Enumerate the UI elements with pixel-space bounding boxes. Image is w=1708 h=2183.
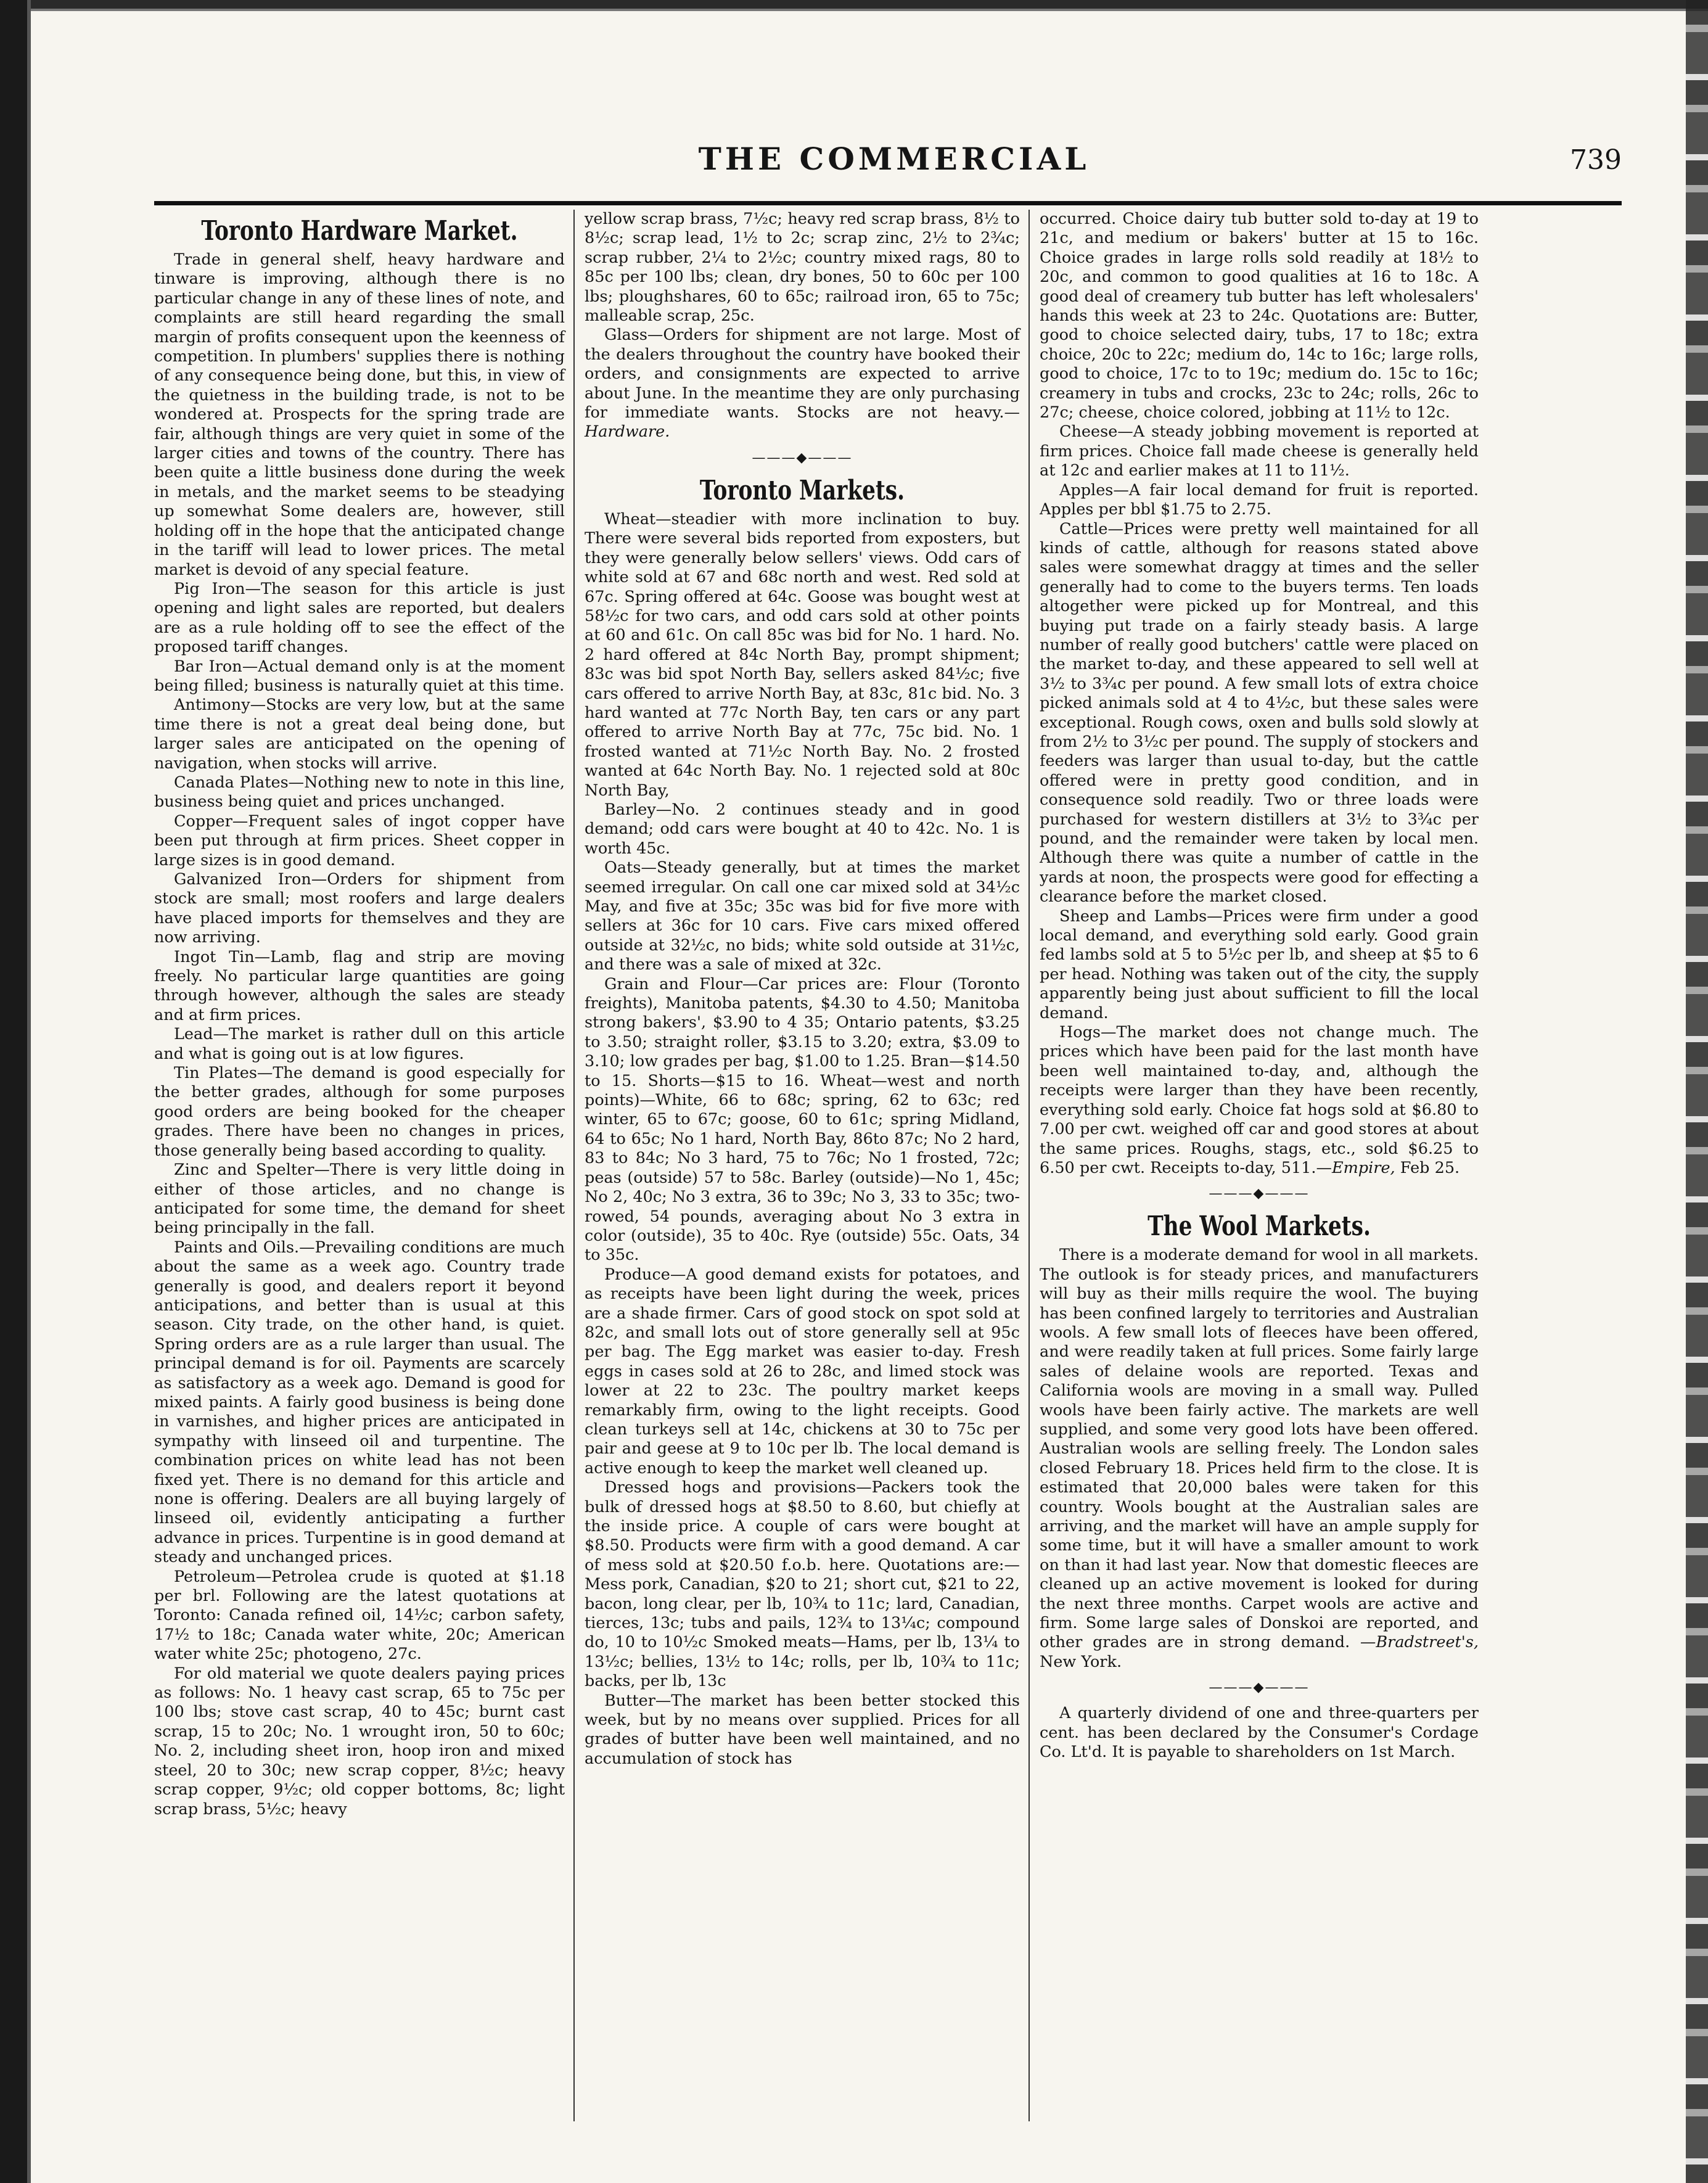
bar-iron: Bar Iron—Actual demand only is at the moment being filled; business is naturally quiet at this time. bbox=[154, 657, 565, 695]
produce: Produce—A good demand exists for potatoes, and as receipts have been light during the week, prices are a shade firmer. Cars of good stock on spot sold at 82c, and small lots out of store generally sell at 95c per bag. The Egg market was easier to-day. Fresh eggs in cases sold at 26 to 28c, and limed stock was lower at 22 to 23c. The poultry market keeps remarkably firm, owing to the light receipts. Good clean turkeys sell at 14c, chickens at 30 to 75c per pair and geese at 9 to 10c per lb. The local demand is active enough to keep the market well cleaned up. bbox=[585, 1265, 1020, 1478]
hogs-text: Hogs—The market does not change much. The prices which have been paid for the last month have been well maintained to-day, and, although the receipts were larger than they have been recently, everything sold early. Choice fat hogs sold at $6.80 to 7.00 per cwt. weighed off car and good stores at about the same prices. Roughs, stags, etc., sold $6.25 to 6.50 per cwt. Receipts to-day, 511.— bbox=[1040, 1023, 1479, 1177]
butter: Butter—The market has been better stocked this week, but by no means over supplied. Prices for all grades of butter have been well maintained, and no accumulation of stock has bbox=[585, 1691, 1020, 1768]
barley: Barley—No. 2 continues steady and in good demand; odd cars were bought at 40 to 42c. No. 1 is worth 45c. bbox=[585, 800, 1020, 858]
lead: Lead—The market is rather dull on this article and what is going out is at low figures. bbox=[154, 1025, 565, 1063]
wool-place: New York. bbox=[1040, 1652, 1122, 1671]
oats: Oats—Steady generally, but at times the market seemed irregular. On call one car mixed sold at 34½c May, and five at 35c; 35c was bid for five more with sellers at 36c for 10 cars. Five cars mixed offered outside at 32½c, no bids; white sold outside at 31½c, and there was a sale of mixed at 32c. bbox=[585, 858, 1020, 974]
wheat: Wheat—steadier with more inclination to buy. There were several bids reported from exposters, but they were generally below sellers' views. Odd cars of white sold at 67 and 68c north and west. Red sold at 67c. Spring offered at 64c. Goose was bought west at 58½c for two cars, and odd cars sold at other points at 60 and 61c. On call 85c was bid for No. 1 hard. No. 2 hard offered at 84c North Bay, prompt shipment; 83c was bid spot North Bay, sellers asked 84½c; five cars offered to arrive North Bay, at 83c, 81c bid. No. 3 hard wanted at 77c North Bay, ten cars or any part offered to arrive North Bay at 77c, 75c bid. No. 1 frosted wanted at 71½c North Bay. No. 2 frosted wanted at 64c North Bay. No. 1 rejected sold at 80c North Bay, bbox=[585, 509, 1020, 800]
glass-text: Glass—Orders for shipment are not large. Most of the dealers throughout the country have booked their orders, and consignments are expected to arrive about June. In the meantime they are only purchasing for immediate wants. Stocks are not heavy.— bbox=[585, 326, 1020, 422]
column-rule-2 bbox=[1028, 210, 1030, 2121]
cheese: Cheese—A steady jobbing movement is reported at firm prices. Choice fall made cheese is generally held at 12c and earlier makes at 11 to 11½. bbox=[1040, 422, 1479, 480]
column-rule-1 bbox=[573, 210, 575, 2121]
markets-heading: Toronto Markets. bbox=[699, 474, 905, 506]
dressed-hogs: Dressed hogs and provisions—Packers took the bulk of dressed hogs at $8.50 to 8.60, but chiefly at the inside price. A couple of cars were bought at $8.50. Products were firm with a good demand. A car of mess sold at $20.50 f.o.b. here. Quotations are:—Mess pork, Canadian, $20 to 21; short cut, $21 to 22, bacon, long clear, per lb, 10¾ to 11c; lard, Canadian, tierces, 13c; tubs and pails, 12¾ to 13¼c; compound do, 10 to 10½c Smoked meats—Hams, per lb, 13¼ to 13½c; bellies, 13½ to 14c; rolls, per lb, 10¾ to 11c; backs, per lb, 13c bbox=[585, 1478, 1020, 1691]
scan-edge-top bbox=[0, 0, 1708, 18]
tin-plates: Tin Plates—The demand is good especially for the better grades, although for some purposes good orders are being booked for the cheaper grades. There have been no changes in prices, those generally being based according to quality. bbox=[154, 1064, 565, 1160]
wool-source: —Bradstreet's, bbox=[1360, 1633, 1479, 1652]
glass-source: Hardware. bbox=[585, 422, 670, 442]
section-ornament-3: ———◆——— bbox=[1209, 1680, 1310, 1696]
scan-edge-right bbox=[1686, 0, 1708, 2183]
butter-continuation: occurred. Choice dairy tub butter sold to-day at 19 to 21c, and medium or bakers' butter at 15 to 16c. Choice grades in large rolls sold readily at 18½ to 20c, and common to good qualities at 16 to 18c. A good deal of creamery tub butter has left wholesalers' hands this week at 23 to 24c. Quotations are: Butter, good to choice selected dairy, tubs, 17 to 18c; extra choice, 20c to 22c; medium do, 14c to 16c; large rolls, good to choice, 17c to to 19c; medium do. 15c to 16c; creamery in tubs and crocks, 23c to 24c; rolls, 26c to 27c; cheese, choice colored, jobbing at 11½ to 12c. bbox=[1040, 210, 1479, 422]
apples: Apples—A fair local demand for fruit is reported. Apples per bbl $1.75 to 2.75. bbox=[1040, 480, 1479, 519]
wool-heading: The Wool Markets. bbox=[1148, 1211, 1371, 1243]
cattle: Cattle—Prices were pretty well maintained for all kinds of cattle, although for reasons stated above sales were somewhat draggy at times and the seller generally had to come to the buyers terms. Ten loads altogether were picked up for Montreal, and this buying put trade on a fairly steady basis. A large number of really good butchers' cattle were placed on the market to-day, and these appeared to sell well at 3½ to 3¾c per pound. A few small lots of extra choice picked animals sold at 4 to 4½c, but these sales were exceptional. Rough cows, oxen and bulls sold slowly at from 2½ to 3½c per pound. The supply of stockers and feeders was larger than usual to-day, but the cattle offered were in pretty good condition, and in consequence sold readily. Two or three loads were purchased for western distillers at 3½ to 3¾c per pound, and the remainder were taken by local men. Although there was quite a number of cattle in the yards at noon, the prospects were good for effecting a clearance before the market closed. bbox=[1040, 519, 1479, 906]
dividend-notice: A quarterly dividend of one and three-quarters per cent. has been declared by the Consumer's Cordage Co. Lt'd. It is payable to shareholders on 1st March. bbox=[1040, 1704, 1479, 1762]
column-1 bbox=[154, 210, 565, 1819]
hogs-source: Empire, bbox=[1332, 1158, 1395, 1177]
hogs-date: Feb 25. bbox=[1395, 1158, 1460, 1177]
wool bbox=[1040, 1246, 1479, 1672]
newspaper-title: THE COMMERCIAL bbox=[698, 141, 1090, 177]
section-ornament: ———◆——— bbox=[752, 450, 853, 466]
glass bbox=[585, 326, 1020, 442]
antimony: Antimony—Stocks are very low, but at the same time there is not a great deal being done, but larger sales are anticipated on the opening of navigation, when stocks will arrive. bbox=[154, 696, 565, 773]
scrap-continuation: yellow scrap brass, 7½c; heavy red scrap brass, 8½ to 8½c; scrap lead, 1½ to 2c; scrap zinc, 2½ to 2¾c; scrap rubber, 2¼ to 2½c; country mixed rags, 80 to 85c per 100 lbs; clean, dry bones, 50 to 60c per 100 lbs; ploughshares, 60 to 65c; railroad iron, 65 to 75c; malleable scrap, 25c. bbox=[585, 210, 1020, 326]
zinc-spelter: Zinc and Spelter—There is very little doing in either of those articles, and no change is anticipated for some time, the demand for sheet being principally in the fall. bbox=[154, 1161, 565, 1238]
galvanized-iron: Galvanized Iron—Orders for shipment from stock are small; most roofers and large dealers have placed imports for themselves and they are now arriving. bbox=[154, 870, 565, 947]
sheep-lambs: Sheep and Lambs—Prices were firm under a good local demand, and everything sold early. Good grain fed lambs sold at 5 to 5½c per lb, and sheep at $5 to 6 per head. Nothing was taken out of the city, the supply apparently being just about sufficient to fill the local demand. bbox=[1040, 906, 1479, 1022]
grain-flour: Grain and Flour—Car prices are: Flour (Toronto freights), Manitoba patents, $4.30 to 4.50; Manitoba strong bakers', $3.90 to 4 35; Ontario patents, $3.25 to 3.50; straight roller, $3.15 to 3.20; extra, $3.09 to 3.10; low grades per bag, $1.00 to 1.25. Bran—$14.50 to 15. Shorts—$15 to 16. Wheat—west and north points)—White, 66 to 68c; spring, 62 to 63c; red winter, 65 to 67c; goose, 60 to 61c; spring Midland, 64 to 65c; No 1 hard, North Bay, 86to 87c; No 2 hard, 83 to 84c; No 3 hard, 75 to 76c; No 1 frosted, 72c; peas (outside) 57 to 58c. Barley (outside)—No 1, 45c; No 2, 40c; No 3 extra, 36 to 39c; No 3, 33 to 35c; two-rowed, 54 pounds, averaging about No 3 extra in color (outside), 35 to 40c. Rye (outside) 55c. Oats, 34 to 35c. bbox=[585, 974, 1020, 1265]
paints-oils: Paints and Oils.—Prevailing conditions are much about the same as a week ago. Country trade generally is good, and dealers report it beyond anticipations, and better than is usual at this season. City trade, on the other hand, is quiet. Spring orders are as a rule larger than usual. The principal demand is for oil. Payments are scarcely as satisfactory as a week ago. Demand is good for mixed paints. A fairly good business is being done in varnishes, and higher prices are anticipated in sympathy with linseed oil and turpentine. The combination prices on white lead has not been fixed yet. There is no demand for this article and none is offering. Dealers are all buying largely of linseed oil, evidently anticipating a further advance in prices. Turpentine is in good demand at steady and unchanged prices. bbox=[154, 1238, 565, 1567]
hardware-intro: Trade in general shelf, heavy hardware and tinware is improving, although there is no particular change in any of these lines of note, and complaints are still heard regarding the small margin of profits consequent upon the keenness of competition. In plumbers' supplies there is nothing of any consequence being done, but this, in view of the quietness in the building trade, is not to be wondered at. Prospects for the spring trade are fair, although things are very quiet in some of the larger cities and towns of the country. There has been quite a little business done during the week in metals, and the market seems to be steadying up somewhat Some dealers are, however, still holding off in the hope that the anticipated change in the tariff will lead to lower prices. The metal market is devoid of any special feature. bbox=[154, 250, 565, 579]
copper: Copper—Frequent sales of ingot copper have been put through at firm prices. Sheet copper in large sizes is in good demand. bbox=[154, 812, 565, 870]
pig-iron: Pig Iron—The season for this article is just opening and light sales are reported, but dealers are as a rule holding off to see the effect of the proposed tariff changes. bbox=[154, 579, 565, 657]
canada-plates: Canada Plates—Nothing new to note in this line, business being quiet and prices unchanged. bbox=[154, 773, 565, 812]
hardware-heading: Toronto Hardware Market. bbox=[201, 215, 518, 247]
hogs bbox=[1040, 1023, 1479, 1178]
old-material: For old material we quote dealers paying prices as follows: No. 1 heavy cast scrap, 65 to 75c per 100 lbs; stove cast scrap, 40 to 45c; burnt cast scrap, 15 to 20c; No. 1 wrought iron, 50 to 60c; No. 2, including sheet iron, hoop iron and mixed steel, 20 to 30c; new scrap copper, 8½c; heavy scrap copper, 9½c; old copper bottoms, 8c; light scrap brass, 5½c; heavy bbox=[154, 1664, 565, 1819]
column-3 bbox=[1040, 210, 1479, 1762]
header-rule bbox=[154, 201, 1622, 205]
wool-text: There is a moderate demand for wool in all markets. The outlook is for steady prices, and manufacturers will buy as their mills require the wool. The buying has been confined largely to territories and Australian wools. A few small lots of fleeces have been offered, and were readily taken at full prices. Some fairly large sales of delaine wools are reported. Texas and California wools are moving in a small way. Pulled wools have been fairly active. The markets are well supplied, and some very good lots have been offered. Australian wools are selling freely. The London sales closed February 18. Prices held firm to the close. It is estimated that 20,000 bales were taken for this country. Wools bought at the Australian sales are arriving, and the market will have an ample supply for some time, but it will have a smaller amount to work on than it had last year. Now that domestic fleeces are cleaned up an active movement is looked for during the next three months. Carpet wools are active and firm. Some large sales of Donskoi are reported, and other grades are in strong demand. bbox=[1040, 1246, 1479, 1652]
petroleum: Petroleum—Petrolea crude is quoted at $1.18 per brl. Following are the latest quotations at Toronto: Canada refined oil, 14½c; carbon safety, 17½ to 18c; Canada water white, 20c; American water white 25c; photogeno, 27c. bbox=[154, 1567, 565, 1664]
ingot-tin: Ingot Tin—Lamb, flag and strip are moving freely. No particular large quantities are going through however, although the sales are steady and at firm prices. bbox=[154, 947, 565, 1024]
page-number: 739 bbox=[1570, 144, 1622, 176]
column-2 bbox=[585, 210, 1020, 1769]
scan-edge-left bbox=[0, 0, 36, 2183]
masthead bbox=[154, 141, 1634, 184]
section-ornament-2: ———◆——— bbox=[1209, 1186, 1310, 1202]
